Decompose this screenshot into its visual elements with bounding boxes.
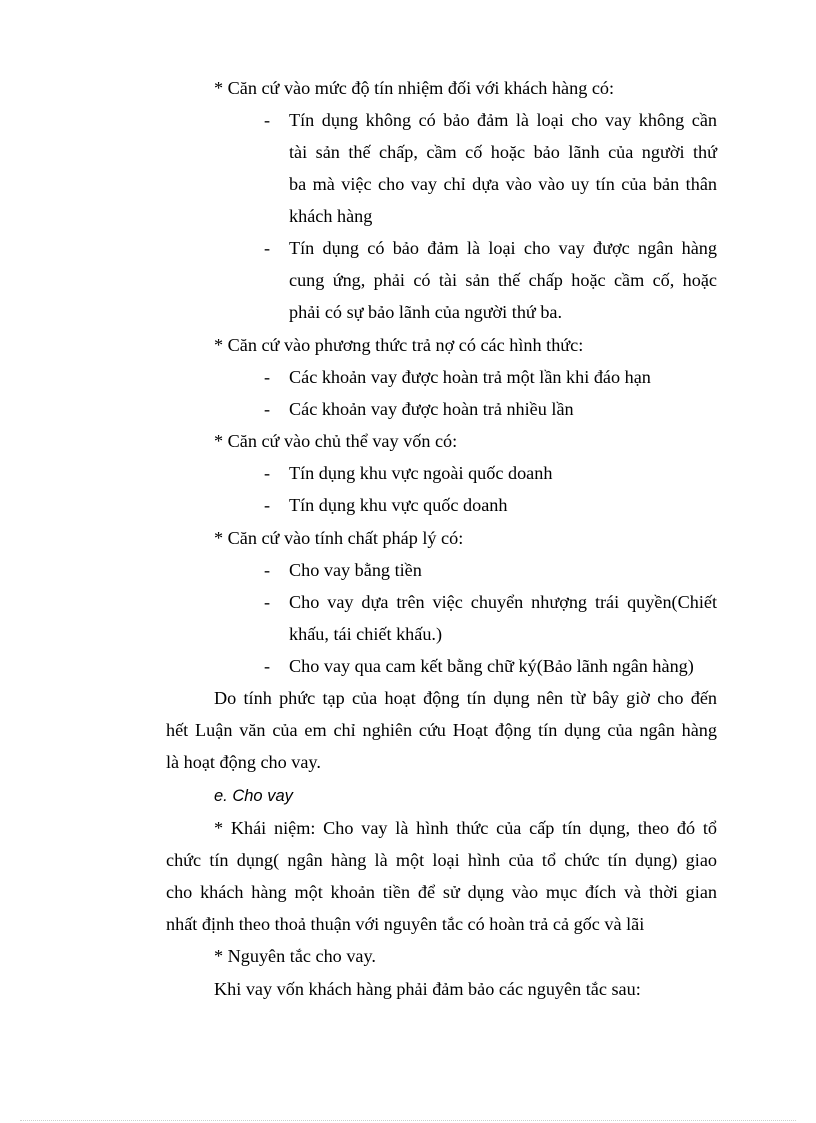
- bullet-dash: -: [264, 463, 271, 483]
- paragraph-line: chức tín dụng( ngân hàng là một loại hình của tổ chức tín dụng) giao: [166, 850, 717, 870]
- section-heading: * Căn cứ vào mức độ tín nhiệm đối với khách hàng có:: [214, 78, 615, 98]
- section-heading: * Căn cứ vào chủ thể vay vốn có:: [214, 431, 458, 451]
- bullet-dash: -: [264, 495, 271, 515]
- paragraph-line: * Khái niệm: Cho vay là hình thức của cấp tín dụng, theo đó tổ: [214, 818, 717, 838]
- list-item-line: ba mà việc cho vay chỉ dựa vào vào uy tín của bản thân: [289, 174, 717, 194]
- list-item-line: Các khoản vay được hoàn trả nhiều lần: [289, 399, 574, 419]
- list-item-line: tài sản thế chấp, cầm cố hoặc bảo lãnh của người thứ: [289, 142, 717, 162]
- list-item-line: Tín dụng có bảo đảm là loại cho vay được ngân hàng: [289, 238, 717, 258]
- paragraph-line: hết Luận văn của em chỉ nghiên cứu Hoạt động tín dụng của ngân hàng: [166, 720, 717, 740]
- subsection-heading: e. Cho vay: [214, 787, 293, 805]
- list-item-line: cung ứng, phải có tài sản thế chấp hoặc cầm cố, hoặc: [289, 270, 717, 290]
- paragraph-line: * Nguyên tắc cho vay.: [214, 946, 376, 966]
- list-item-line: Cho vay qua cam kết bằng chữ ký(Bảo lãnh ngân hàng): [289, 656, 694, 676]
- bullet-dash: -: [264, 592, 271, 612]
- paragraph-line: Do tính phức tạp của hoạt động tín dụng nên từ bây giờ cho đến: [214, 688, 717, 708]
- list-item-line: khách hàng: [289, 206, 373, 226]
- list-item-line: Cho vay dựa trên việc chuyển nhượng trái quyền(Chiết: [289, 592, 717, 612]
- list-item-line: Tín dụng khu vực ngoài quốc doanh: [289, 463, 553, 483]
- bullet-dash: -: [264, 399, 271, 419]
- bullet-dash: -: [264, 560, 271, 580]
- list-item-line: Tín dụng không có bảo đảm là loại cho vay không cần: [289, 110, 717, 130]
- section-heading: * Căn cứ vào tính chất pháp lý có:: [214, 528, 464, 548]
- paragraph-line: cho khách hàng một khoản tiền để sử dụng vào mục đích và thời gian: [166, 882, 717, 902]
- paragraph-line: là hoạt động cho vay.: [166, 752, 321, 772]
- page-bottom-rule: [20, 1120, 796, 1121]
- bullet-dash: -: [264, 238, 271, 258]
- list-item-line: Các khoản vay được hoàn trả một lần khi đáo hạn: [289, 367, 651, 387]
- list-item-line: Tín dụng khu vực quốc doanh: [289, 495, 508, 515]
- paragraph-line: nhất định theo thoả thuận với nguyên tắc có hoàn trả cả gốc và lãi: [166, 914, 645, 934]
- bullet-dash: -: [264, 656, 271, 676]
- list-item-line: khấu, tái chiết khấu.): [289, 624, 443, 644]
- paragraph-line: Khi vay vốn khách hàng phải đảm bảo các nguyên tắc sau:: [214, 979, 641, 999]
- bullet-dash: -: [264, 110, 271, 130]
- list-item-line: phải có sự bảo lãnh của người thứ ba.: [289, 302, 563, 322]
- section-heading: * Căn cứ vào phương thức trả nợ có các hình thức:: [214, 335, 584, 355]
- list-item-line: Cho vay bằng tiền: [289, 560, 422, 580]
- bullet-dash: -: [264, 367, 271, 387]
